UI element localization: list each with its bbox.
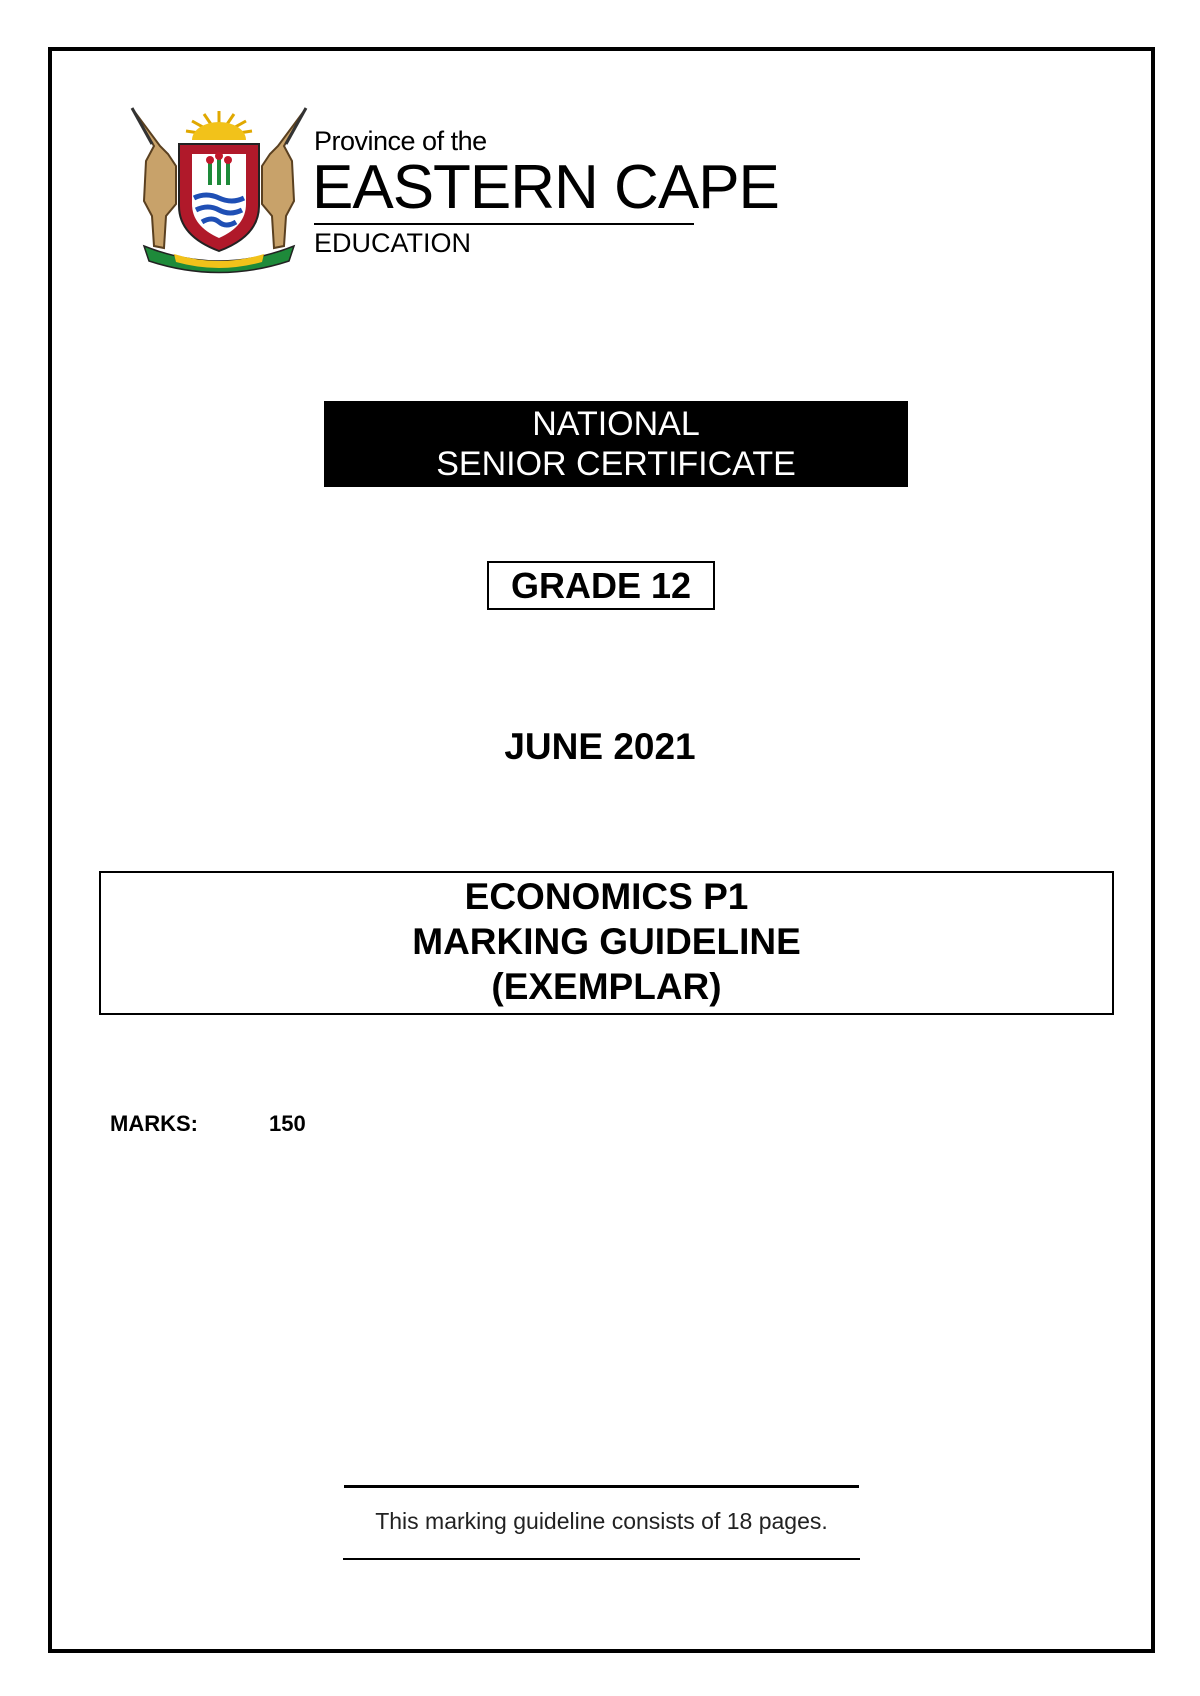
grade-label: GRADE 12 bbox=[487, 561, 715, 610]
footer-rule-bottom bbox=[343, 1558, 860, 1560]
nsc-banner bbox=[324, 401, 908, 487]
subject-line-3: (EXEMPLAR) bbox=[491, 966, 722, 1007]
subject-line-1: ECONOMICS P1 bbox=[464, 876, 749, 917]
subject-title-box bbox=[99, 871, 1114, 1015]
logo-eastern-cape-text: EASTERN CAPE bbox=[312, 153, 779, 222]
page-border bbox=[48, 47, 1155, 1653]
exam-date: JUNE 2021 bbox=[504, 726, 696, 767]
department-logo bbox=[124, 106, 779, 276]
page-count-note: This marking guideline consists of 18 pages. bbox=[375, 1508, 828, 1534]
logo-province-text: Province of the bbox=[314, 126, 487, 156]
marks-value: 150 bbox=[269, 1111, 306, 1136]
subject-line-2: MARKING GUIDELINE bbox=[412, 921, 801, 962]
coat-of-arms-icon bbox=[124, 106, 314, 276]
nsc-line-2: SENIOR CERTIFICATE bbox=[436, 445, 796, 483]
footer-rule-top bbox=[344, 1485, 859, 1488]
marks-label: MARKS: bbox=[110, 1111, 198, 1136]
logo-divider bbox=[314, 223, 694, 225]
logo-education-text: EDUCATION bbox=[314, 228, 472, 258]
nsc-line-1: NATIONAL bbox=[532, 405, 700, 443]
